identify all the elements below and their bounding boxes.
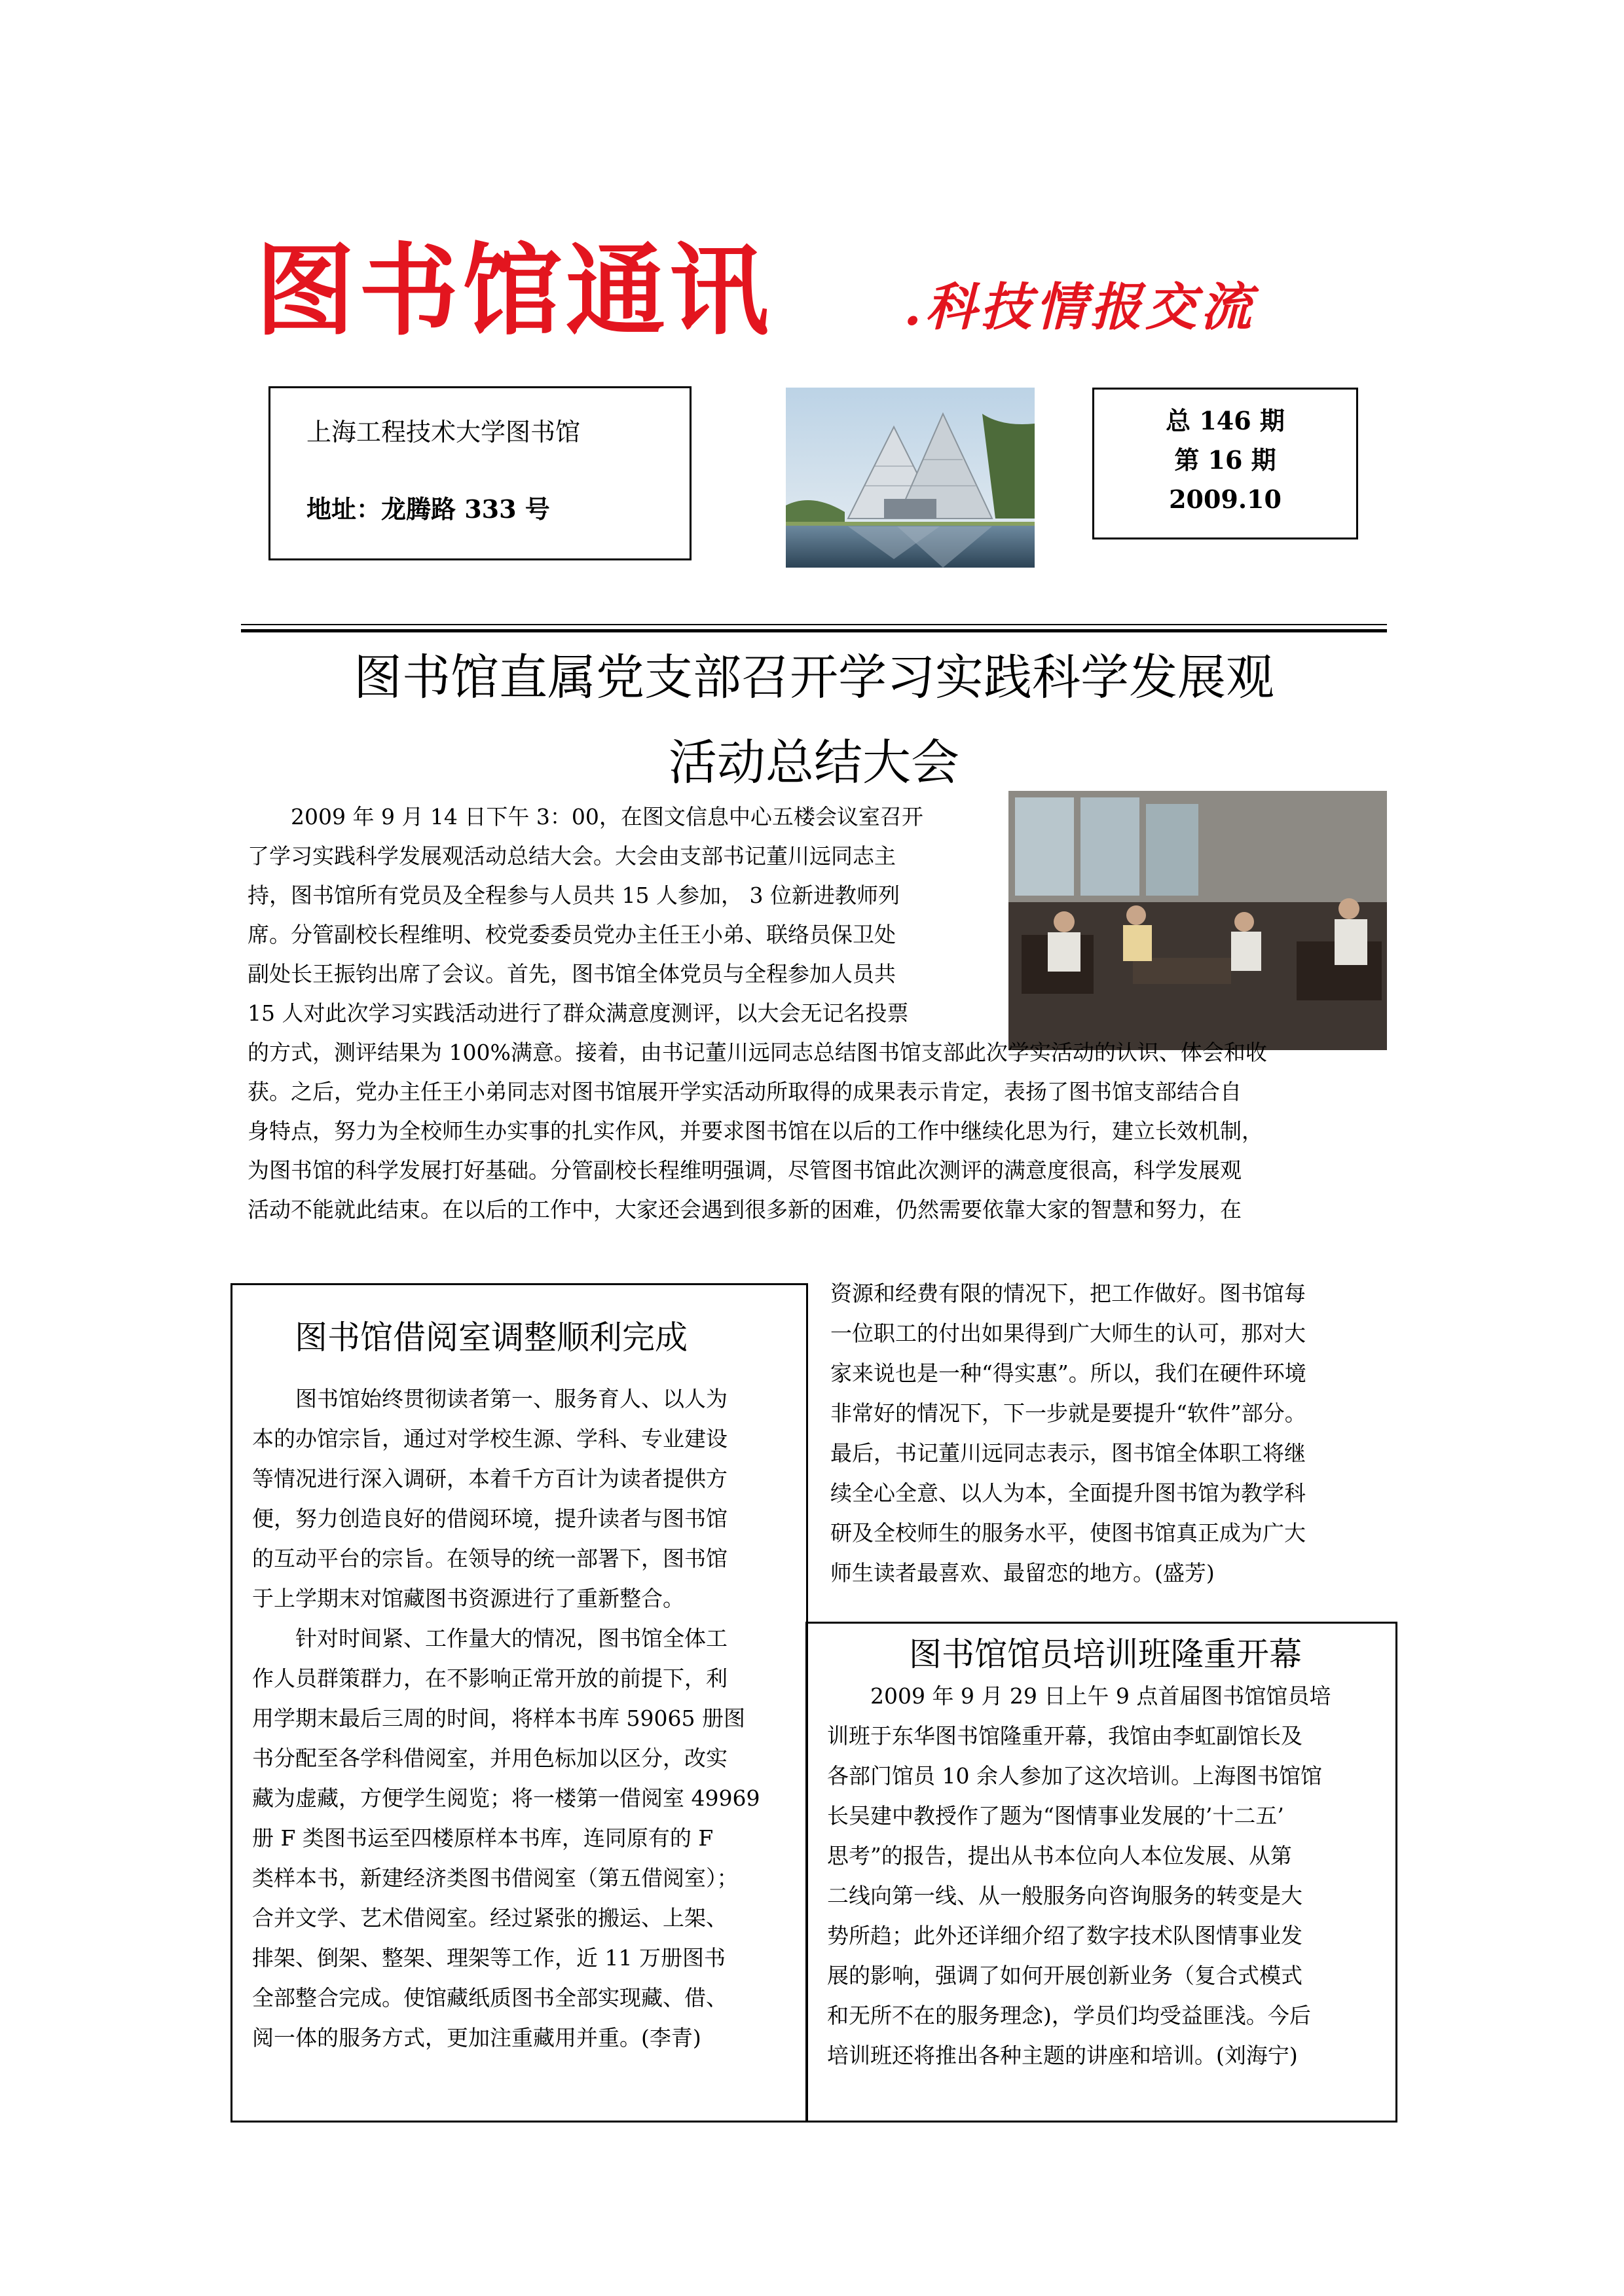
issue-number: 第 16 期 [1174, 445, 1276, 475]
article-line: 势所趋；此外还详细介绍了数字技术队图情事业发 [827, 1923, 1302, 1948]
main-article-line: 15 人对此次学习实践活动进行了群众满意度测评，以大会无记名投票 [248, 1000, 909, 1026]
info-box-left [268, 386, 692, 560]
article-line: 的互动平台的宗旨。在领导的统一部署下，图书馆 [252, 1546, 728, 1571]
article-line: 思考”的报告，提出从书本位向人本位发展、从第 [827, 1843, 1292, 1868]
article-line: 和无所不在的服务理念)，学员们均受益匪浅。今后 [827, 2003, 1311, 2028]
article-reading-room-title: 图书馆借阅室调整顺利完成 [295, 1319, 688, 1357]
article-line: 册 F 类图书运至四楼原样本书库，连同原有的 F [252, 1825, 714, 1851]
info-box-right [1092, 388, 1358, 539]
masthead-title: 图书馆通讯 [255, 233, 773, 349]
article-line: 培训班还将推出各种主题的讲座和培训。(刘海宁) [827, 2043, 1298, 2068]
article-line: 书分配至各学科借阅室，并用色标加以区分，改实 [252, 1745, 728, 1771]
masthead-subtitle: .科技情报交流 [904, 278, 1256, 337]
total-issue: 总 146 期 [1166, 406, 1285, 435]
library-building-photo [786, 388, 1035, 568]
article-line: 展的影响，强调了如何开展创新业务（复合式模式 [827, 1963, 1302, 1988]
article-line: 本的办馆宗旨，通过对学校生源、学科、专业建设 [252, 1426, 728, 1451]
article-line: 长吴建中教授作了题为“图情事业发展的’十二五’ [827, 1803, 1284, 1829]
article-line: 排架、倒架、整架、理架等工作，近 11 万册图书 [252, 1945, 726, 1971]
institution-name: 上海工程技术大学图书馆 [306, 418, 581, 446]
main-article-line: 身特点，努力为全校师生办实事的扎实作风，并要求图书馆在以后的工作中继续化思为行，建立长效机制， [248, 1118, 1263, 1144]
main-article-continued [830, 1273, 1306, 1593]
article-line: 各部门馆员 10 余人参加了这次培训。上海图书馆馆 [827, 1763, 1322, 1789]
main-article-line: 席。分管副校长程维明、校党委委员党办主任王小弟、联络员保卫处 [248, 922, 896, 947]
main-article-line: 家来说也是一种“得实惠”。所以，我们在硬件环境 [830, 1360, 1306, 1386]
article-reading-room-box [231, 1283, 808, 2123]
main-article-line: 最后，书记董川远同志表示，图书馆全体职工将继 [830, 1440, 1306, 1466]
divider-thick [241, 629, 1387, 632]
main-article-line: 非常好的情况下，下一步就是要提升“软件”部分。 [830, 1400, 1306, 1426]
main-article-body [248, 797, 1267, 1230]
article-line: 藏为虚藏，方便学生阅览；将一楼第一借阅室 49969 [252, 1785, 760, 1811]
article-training-body [827, 1676, 1331, 2075]
main-article-line: 为图书馆的科学发展打好基础。分管副校长程维明强调，尽管图书馆此次测评的满意度很高，科学发展观 [248, 1157, 1242, 1183]
address: 地址：龙腾路 333 号 [306, 494, 550, 524]
main-article-line: 一位职工的付出如果得到广大师生的认可，那对大 [830, 1321, 1306, 1346]
article-training-title: 图书馆馆员培训班隆重开幕 [909, 1635, 1302, 1673]
main-headline-line1: 图书馆直属党支部召开学习实践科学发展观 [354, 649, 1274, 706]
main-headline-line2: 活动总结大会 [669, 735, 959, 791]
main-article-line: 研及全校师生的服务水平，使图书馆真正成为广大 [830, 1520, 1306, 1546]
main-article-line: 师生读者最喜欢、最留恋的地方。(盛芳) [830, 1560, 1215, 1586]
article-line: 于上学期末对馆藏图书资源进行了重新整合。 [252, 1586, 684, 1611]
article-training-box [805, 1622, 1397, 2123]
article-line: 二线向第一线、从一般服务向咨询服务的转变是大 [827, 1883, 1302, 1908]
main-article-line: 资源和经费有限的情况下，把工作做好。图书馆每 [830, 1281, 1306, 1306]
article-line: 合并文学、艺术借阅室。经过紧张的搬运、上架、 [252, 1905, 728, 1931]
main-article-line: 活动不能就此结束。在以后的工作中，大家还会遇到很多新的困难，仍然需要依靠大家的智慧和努力，在 [248, 1197, 1242, 1222]
article-line: 阅一体的服务方式，更加注重藏用并重。(李青) [252, 2025, 701, 2050]
article-line: 等情况进行深入调研，本着千方百计为读者提供方 [252, 1466, 728, 1491]
main-article-line: 副处长王振钧出席了会议。首先，图书馆全体党员与全程参加人员共 [248, 961, 896, 987]
main-article-line: 续全心全意、以人为本，全面提升图书馆为教学科 [830, 1480, 1306, 1506]
article-line: 训班于东华图书馆隆重开幕，我馆由李虹副馆长及 [827, 1723, 1302, 1749]
article-line: 用学期末最后三周的时间，将样本书库 59065 册图 [252, 1705, 745, 1731]
issue-date: 2009.10 [1169, 484, 1282, 514]
divider-thin [241, 624, 1387, 625]
main-article-line: 2009 年 9 月 14 日下午 3：00，在图文信息中心五楼会议室召开 [248, 804, 923, 829]
main-article-line: 的方式，测评结果为 100%满意。接着，由书记董川远同志总结图书馆支部此次学实活动的认识、体会和收 [248, 1040, 1267, 1065]
main-article-line: 获。之后，党办主任王小弟同志对图书馆展开学实活动所取得的成果表示肯定，表扬了图书馆支部结合自 [248, 1079, 1242, 1104]
article-line: 2009 年 9 月 29 日上午 9 点首届图书馆馆员培 [827, 1683, 1331, 1709]
article-line: 便，努力创造良好的借阅环境，提升读者与图书馆 [252, 1506, 728, 1531]
article-line: 全部整合完成。使馆藏纸质图书全部实现藏、借、 [252, 1985, 728, 2011]
article-line: 类样本书，新建经济类图书借阅室（第五借阅室）； [252, 1865, 739, 1891]
main-article-line: 了学习实践科学发展观活动总结大会。大会由支部书记董川远同志主 [248, 843, 896, 869]
article-line: 针对时间紧、工作量大的情况，图书馆全体工 [252, 1626, 728, 1651]
article-line: 作人员群策群力，在不影响正常开放的前提下，利 [252, 1666, 728, 1691]
article-reading-room-body [252, 1379, 760, 2058]
main-article-line: 持，图书馆所有党员及全程参与人员共 15 人参加， 3 位新进教师列 [248, 883, 900, 908]
article-line: 图书馆始终贯彻读者第一、服务育人、以人为 [252, 1386, 728, 1412]
